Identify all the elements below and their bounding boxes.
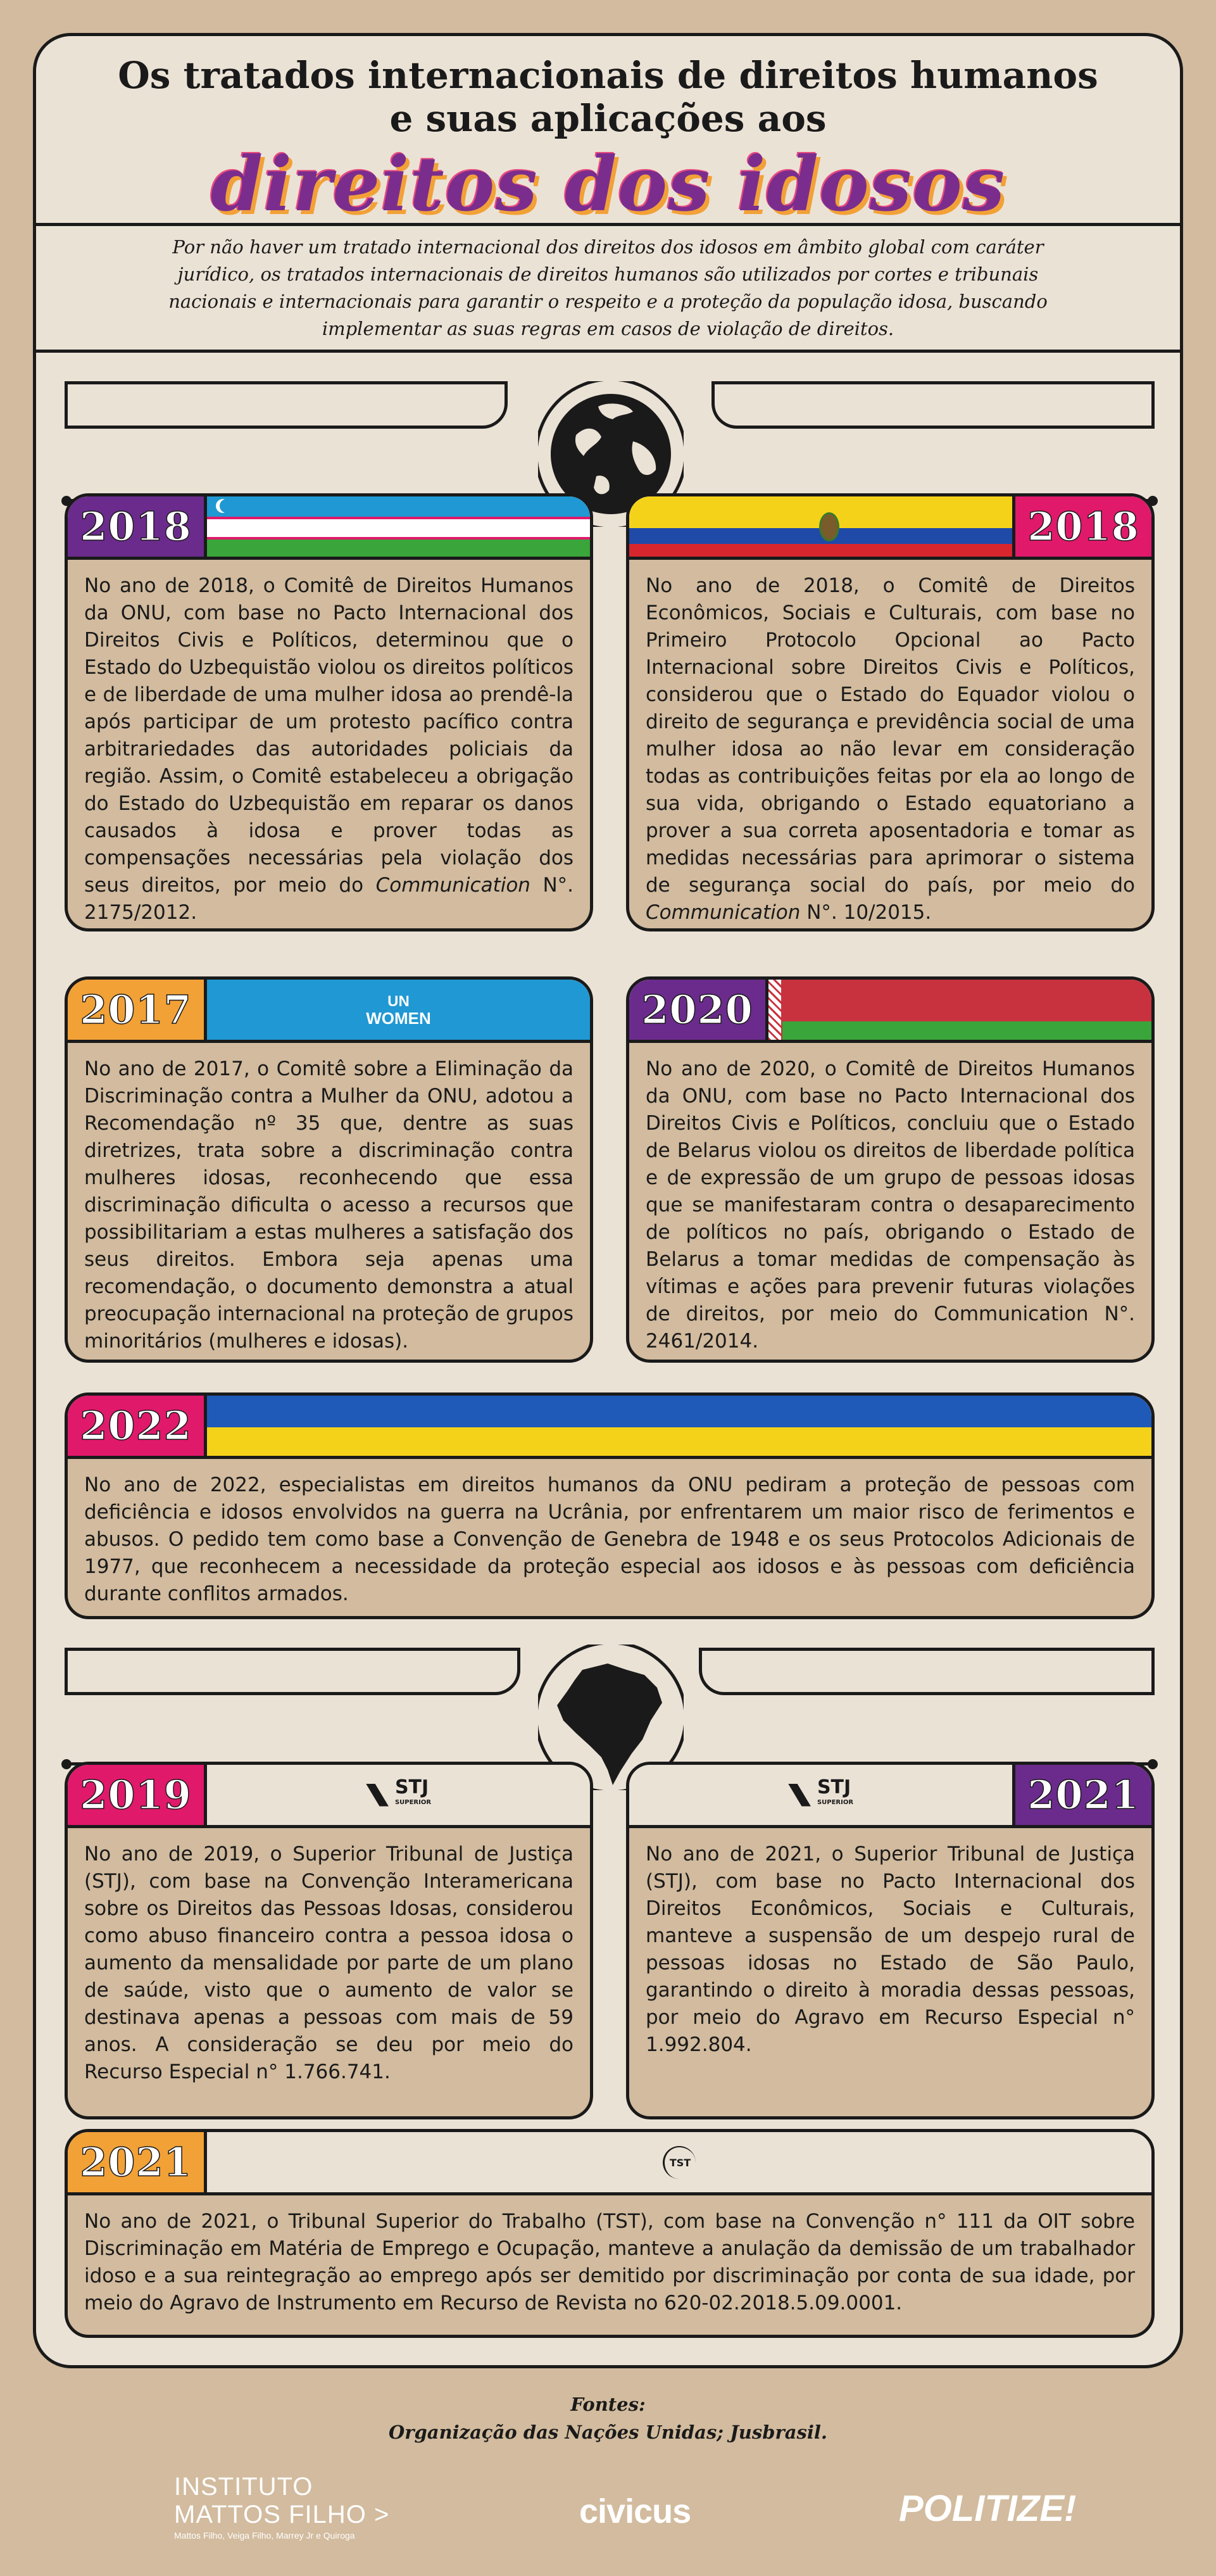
mattos-filho-logo bbox=[174, 2473, 389, 2542]
card-text: No ano de 2019, o Superior Tribunal de Justiça (STJ), com base na Convenção Interamericana sobre os Direitos das Pessoas Idosas, considerou como abuso financeiro contra a pessoa idosa o aumento da mensalidade por parte de um plano de saúde, visto que o aumento de valor se destinava apenas a pessoas com mais de 59 anos. A consideração se deu por meio do Recurso Especial n° 1.766.741. bbox=[84, 1843, 574, 2083]
belarus-flag-icon bbox=[768, 980, 1151, 1040]
card-belarus-2020 bbox=[626, 976, 1155, 1363]
un-women-logo-line2: WOMEN bbox=[366, 1008, 431, 1028]
stj-logo-icon bbox=[788, 1784, 811, 1807]
divider-bar-left bbox=[65, 381, 508, 429]
ukraine-flag-icon bbox=[207, 1396, 1151, 1456]
title-highlight: direitos dos idosos bbox=[210, 140, 1006, 228]
card-head bbox=[68, 1765, 590, 1828]
year-badge: 2017 bbox=[68, 980, 207, 1040]
card-text: No ano de 2022, especialistas em direitos humanos da ONU pediram a proteção de pessoas com deficiência e idosos envolvidos na guerra na Ucrânia, por enfrentarem um maior risco de ferimentos e abusos. O pedido tem como base a Convenção de Genebra de 1948 e os seus Protocolos Adicionais de 1977, que reconhecem a necessidade da proteção especial aos idosos e às pessoas com deficiência durante conflitos armados. bbox=[84, 1474, 1135, 1605]
imf-line1: INSTITUTO bbox=[174, 2473, 313, 2501]
card-stj-2019 bbox=[65, 1762, 593, 2119]
ecuador-flag-icon bbox=[629, 496, 1012, 557]
card-text: No ano de 2017, o Comitê sobre a Eliminação da Discriminação contra a Mulher da ONU, adotou a Recomendação nº 35 que, dentre as suas diretrizes, trata sobre a discriminação contra mulheres idosas, reconhecendo que essa discriminação dificulta o acesso a recursos que possibilitariam a estas mulheres a satisfação dos seus direitos. Embora seja apenas uma recomendação, o documento demonstra a atual preocupação internacional na proteção de grupos minoritários (mulheres e idosas). bbox=[84, 1058, 574, 1353]
card-ecuador-2018 bbox=[626, 493, 1155, 931]
year-badge: 2021 bbox=[68, 2132, 207, 2192]
divider-bar-right bbox=[711, 381, 1155, 429]
card-text: No ano de 2020, o Comitê de Direitos Humanos da ONU, com base no Pacto Internacional dos Direitos Civis e Políticos, concluiu que o Estado de Belarus violou os direitos de liberdade política e de expressão de um grupo de pessoas idosas que se manifestaram contra o desaparecimento de políticos no país, obrigando o Estado de Belarus a tomar medidas de compensação às vítimas e ações para prevenir futuras violações de direitos, por meio do Communication N°. 2461/2014. bbox=[646, 1058, 1135, 1353]
tst-logo bbox=[207, 2132, 1151, 2192]
divider-bar-left bbox=[65, 1648, 520, 1695]
card-tst-2021 bbox=[65, 2129, 1155, 2338]
card-head bbox=[68, 2132, 1151, 2195]
card-head bbox=[629, 496, 1151, 560]
year-badge: 2019 bbox=[68, 1765, 207, 1825]
stj-logo-sub: SUPERIOR bbox=[817, 1798, 854, 1806]
stj-logo-icon bbox=[366, 1784, 389, 1807]
card-uzbekistan-2018 bbox=[65, 493, 593, 931]
year-badge: 2018 bbox=[1012, 496, 1151, 557]
imf-sub: Mattos Filho, Veiga Filho, Marrey Jr e Quiroga bbox=[174, 2530, 355, 2541]
card-stj-2021 bbox=[626, 1762, 1155, 2119]
stj-logo-sub: SUPERIOR bbox=[394, 1798, 432, 1806]
card-unwomen-2017 bbox=[65, 976, 593, 1363]
card-text: No ano de 2018, o Comitê de Direitos Econômicos, Sociais e Culturais, com base no Primeiro Protocolo Opcional ao Pacto Internacional sobre Direitos Civis e Políticos, considerou que o Estado do Equador violou o direito de segurança e previdência social de uma mulher idosa ao não levar em consideração todas as contribuições feitas por ela ao longo de sua vida, obrigando o Estado equatoriano a prover a sua correta aposentadoria e tomar as medidas necessárias para aprimorar o sistema de segurança social do país, por meio do Communication N°. 10/2015. bbox=[646, 574, 1135, 924]
sources bbox=[0, 2390, 1216, 2446]
card-head bbox=[68, 1396, 1151, 1459]
un-women-logo-line1: UN bbox=[387, 992, 410, 1010]
card-text: No ano de 2018, o Comitê de Direitos Humanos da ONU, com base no Pacto Internacional dos Direitos Civis e Políticos, determinou que o Estado do Uzbequistão violou os direitos políticos e de liberdade de uma mulher idosa ao prendê-la após participar de um protesto pacífico contra arbitrariedades das autoridades policiais da região. Assim, o Comitê estabeleceu a obrigação do Estado do Uzbequistão em reparar os danos causados à idosa e prover todas as compensações necessárias pela violação dos seus direitos, por meio do Communication N°. 2175/2012. bbox=[84, 574, 574, 924]
infographic-frame bbox=[33, 33, 1183, 2368]
tst-logo-text: TST bbox=[669, 2157, 691, 2169]
civicus-logo: civicus bbox=[579, 2492, 691, 2530]
card-head bbox=[629, 980, 1151, 1043]
stj-logo-text: STJ bbox=[817, 1776, 851, 1798]
card-ukraine-2022 bbox=[65, 1392, 1155, 1619]
politize-logo: POLITIZE! bbox=[899, 2488, 1077, 2529]
title-line-1: Os tratados internacionais de direitos humanos bbox=[118, 54, 1098, 97]
year-badge: 2022 bbox=[68, 1396, 207, 1456]
sources-label: Fontes: bbox=[570, 2394, 646, 2415]
un-women-logo bbox=[207, 980, 590, 1040]
year-badge: 2021 bbox=[1012, 1765, 1151, 1825]
stj-logo bbox=[207, 1765, 590, 1825]
card-head bbox=[68, 980, 590, 1043]
uzbekistan-flag-icon bbox=[207, 496, 590, 557]
card-text: No ano de 2021, o Tribunal Superior do Trabalho (TST), com base na Convenção n° 111 da OIT sobre Discriminação em Matéria de Emprego e Ocupação, manteve a anulação da demissão de um trabalhador idoso e a sua reintegração ao emprego após ser demitido por discriminação por conta de sua idade, por meio do Agravo de Instrumento em Recurso de Revista no 620-02.2018.5.09.0001. bbox=[84, 2210, 1135, 2314]
card-text: No ano de 2021, o Superior Tribunal de Justiça (STJ), com base no Pacto Internacional dos Direitos Econômicos, Sociais e Culturais, manteve a suspensão de um despejo rural de pessoas idosas no Estado de São Paulo, garantindo o direito à moradia dessas pessoas, por meio do Agravo em Recurso Especial n° 1.992.804. bbox=[646, 1843, 1135, 2056]
imf-line2: MATTOS FILHO > bbox=[174, 2501, 390, 2529]
stj-logo-text: STJ bbox=[394, 1776, 429, 1798]
intro-paragraph: Por não haver um tratado internacional dos direitos dos idosos em âmbito global com caráter jurídico, os tratados internacionais de direitos humanos são utilizados por cortes e tribunais nacionais e internacionais para garantir o respeito e a proteção da população idosa, buscando implementar as suas regras em casos de violação de direitos. bbox=[36, 226, 1180, 353]
divider-bar-right bbox=[699, 1648, 1155, 1695]
stj-logo bbox=[629, 1765, 1012, 1825]
title-line-2: e suas aplicações aos bbox=[389, 97, 827, 140]
header bbox=[36, 36, 1180, 226]
year-badge: 2018 bbox=[68, 496, 207, 557]
card-head bbox=[629, 1765, 1151, 1828]
year-badge: 2020 bbox=[629, 980, 768, 1040]
card-head bbox=[68, 496, 590, 560]
sources-text: Organização das Nações Unidas; Jusbrasil. bbox=[388, 2421, 828, 2443]
